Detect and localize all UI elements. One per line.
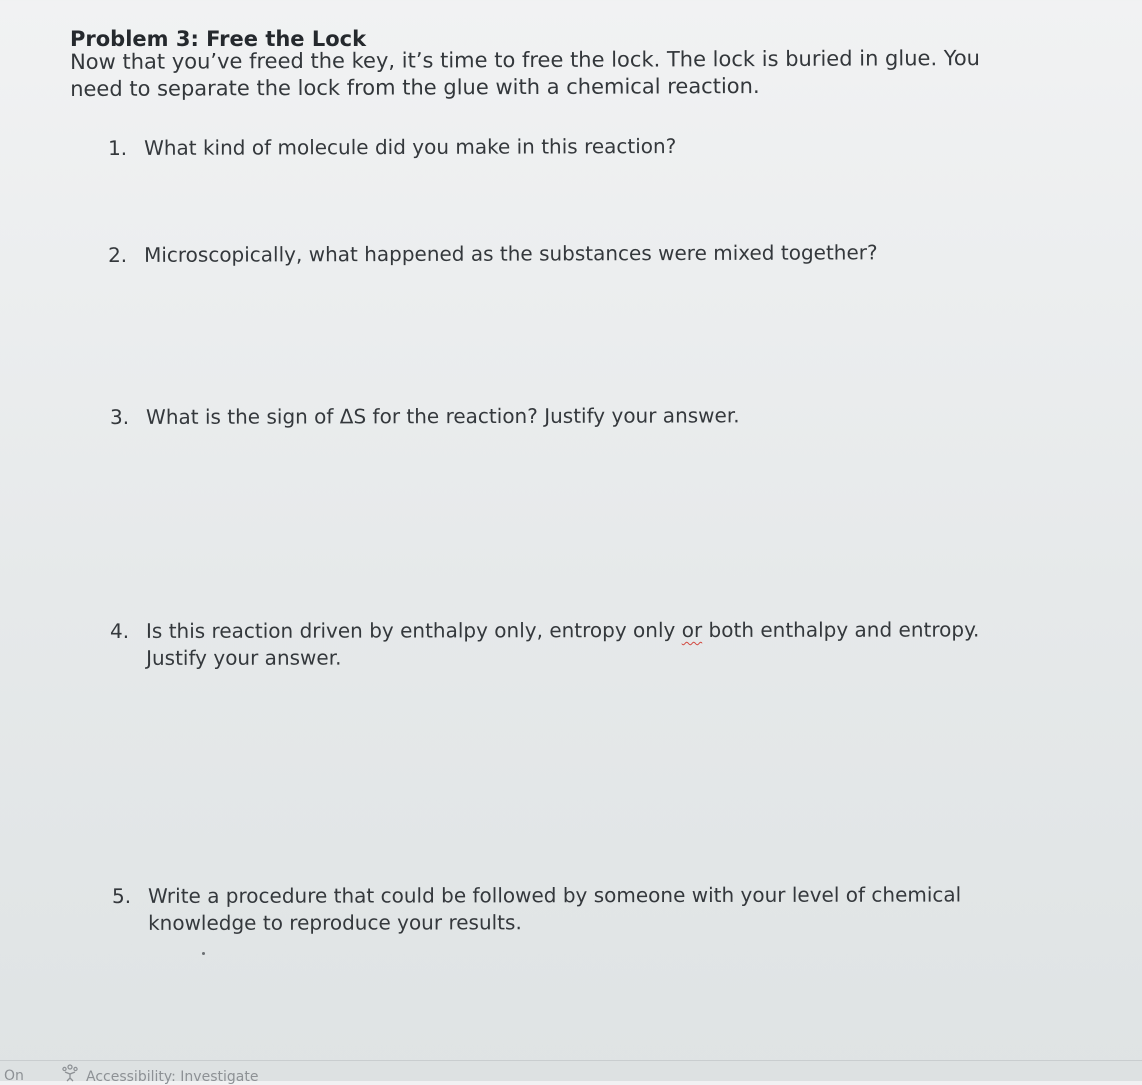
page-title: Problem 3: Free the Lock (70, 27, 367, 51)
intro-line-2: need to separate the lock from the glue with a chemical reaction. (70, 73, 760, 101)
question-text-part: both enthalpy and entropy. (702, 617, 980, 642)
question-text: What kind of molecule did you make in this reaction? (144, 134, 677, 160)
question-number: 2. (108, 242, 128, 267)
text-cursor-mark (202, 952, 205, 955)
question-text-line-2: knowledge to reproduce your results. (148, 910, 522, 935)
status-left-text[interactable]: On (4, 1068, 24, 1084)
question-number: 5. (112, 883, 132, 908)
accessibility-icon (60, 1064, 80, 1082)
question-number: 4. (110, 618, 130, 643)
question-text: What is the sign of ΔS for the reaction? Justify your answer. (146, 403, 740, 429)
question-number: 3. (110, 404, 130, 429)
question-text (148, 882, 961, 937)
question-text-line-1: Write a procedure that could be followed by someone with your level of chemical (148, 882, 962, 908)
question-1 (108, 132, 1008, 162)
spellcheck-flagged-word[interactable]: or (681, 617, 703, 643)
intro-line-1: Now that you’ve freed the key, it’s time to free the lock. The lock is buried in glue. You (70, 46, 981, 74)
question-text-line-2: Justify your answer. (146, 645, 342, 670)
status-bar (0, 1060, 1142, 1085)
question-text-part: Is this reaction driven by enthalpy only, entropy only (146, 618, 682, 643)
question-text: Microscopically, what happened as the substances were mixed together? (144, 240, 878, 267)
question-text (146, 616, 979, 671)
accessibility-status-text: Accessibility: Investigate (86, 1069, 259, 1085)
question-4 (110, 616, 1100, 672)
accessibility-status-button[interactable] (60, 1064, 258, 1085)
question-5 (112, 881, 1072, 937)
question-3 (110, 402, 1010, 431)
intro-paragraph (70, 45, 1070, 103)
question-number: 1. (108, 135, 128, 160)
question-2 (108, 239, 1008, 269)
